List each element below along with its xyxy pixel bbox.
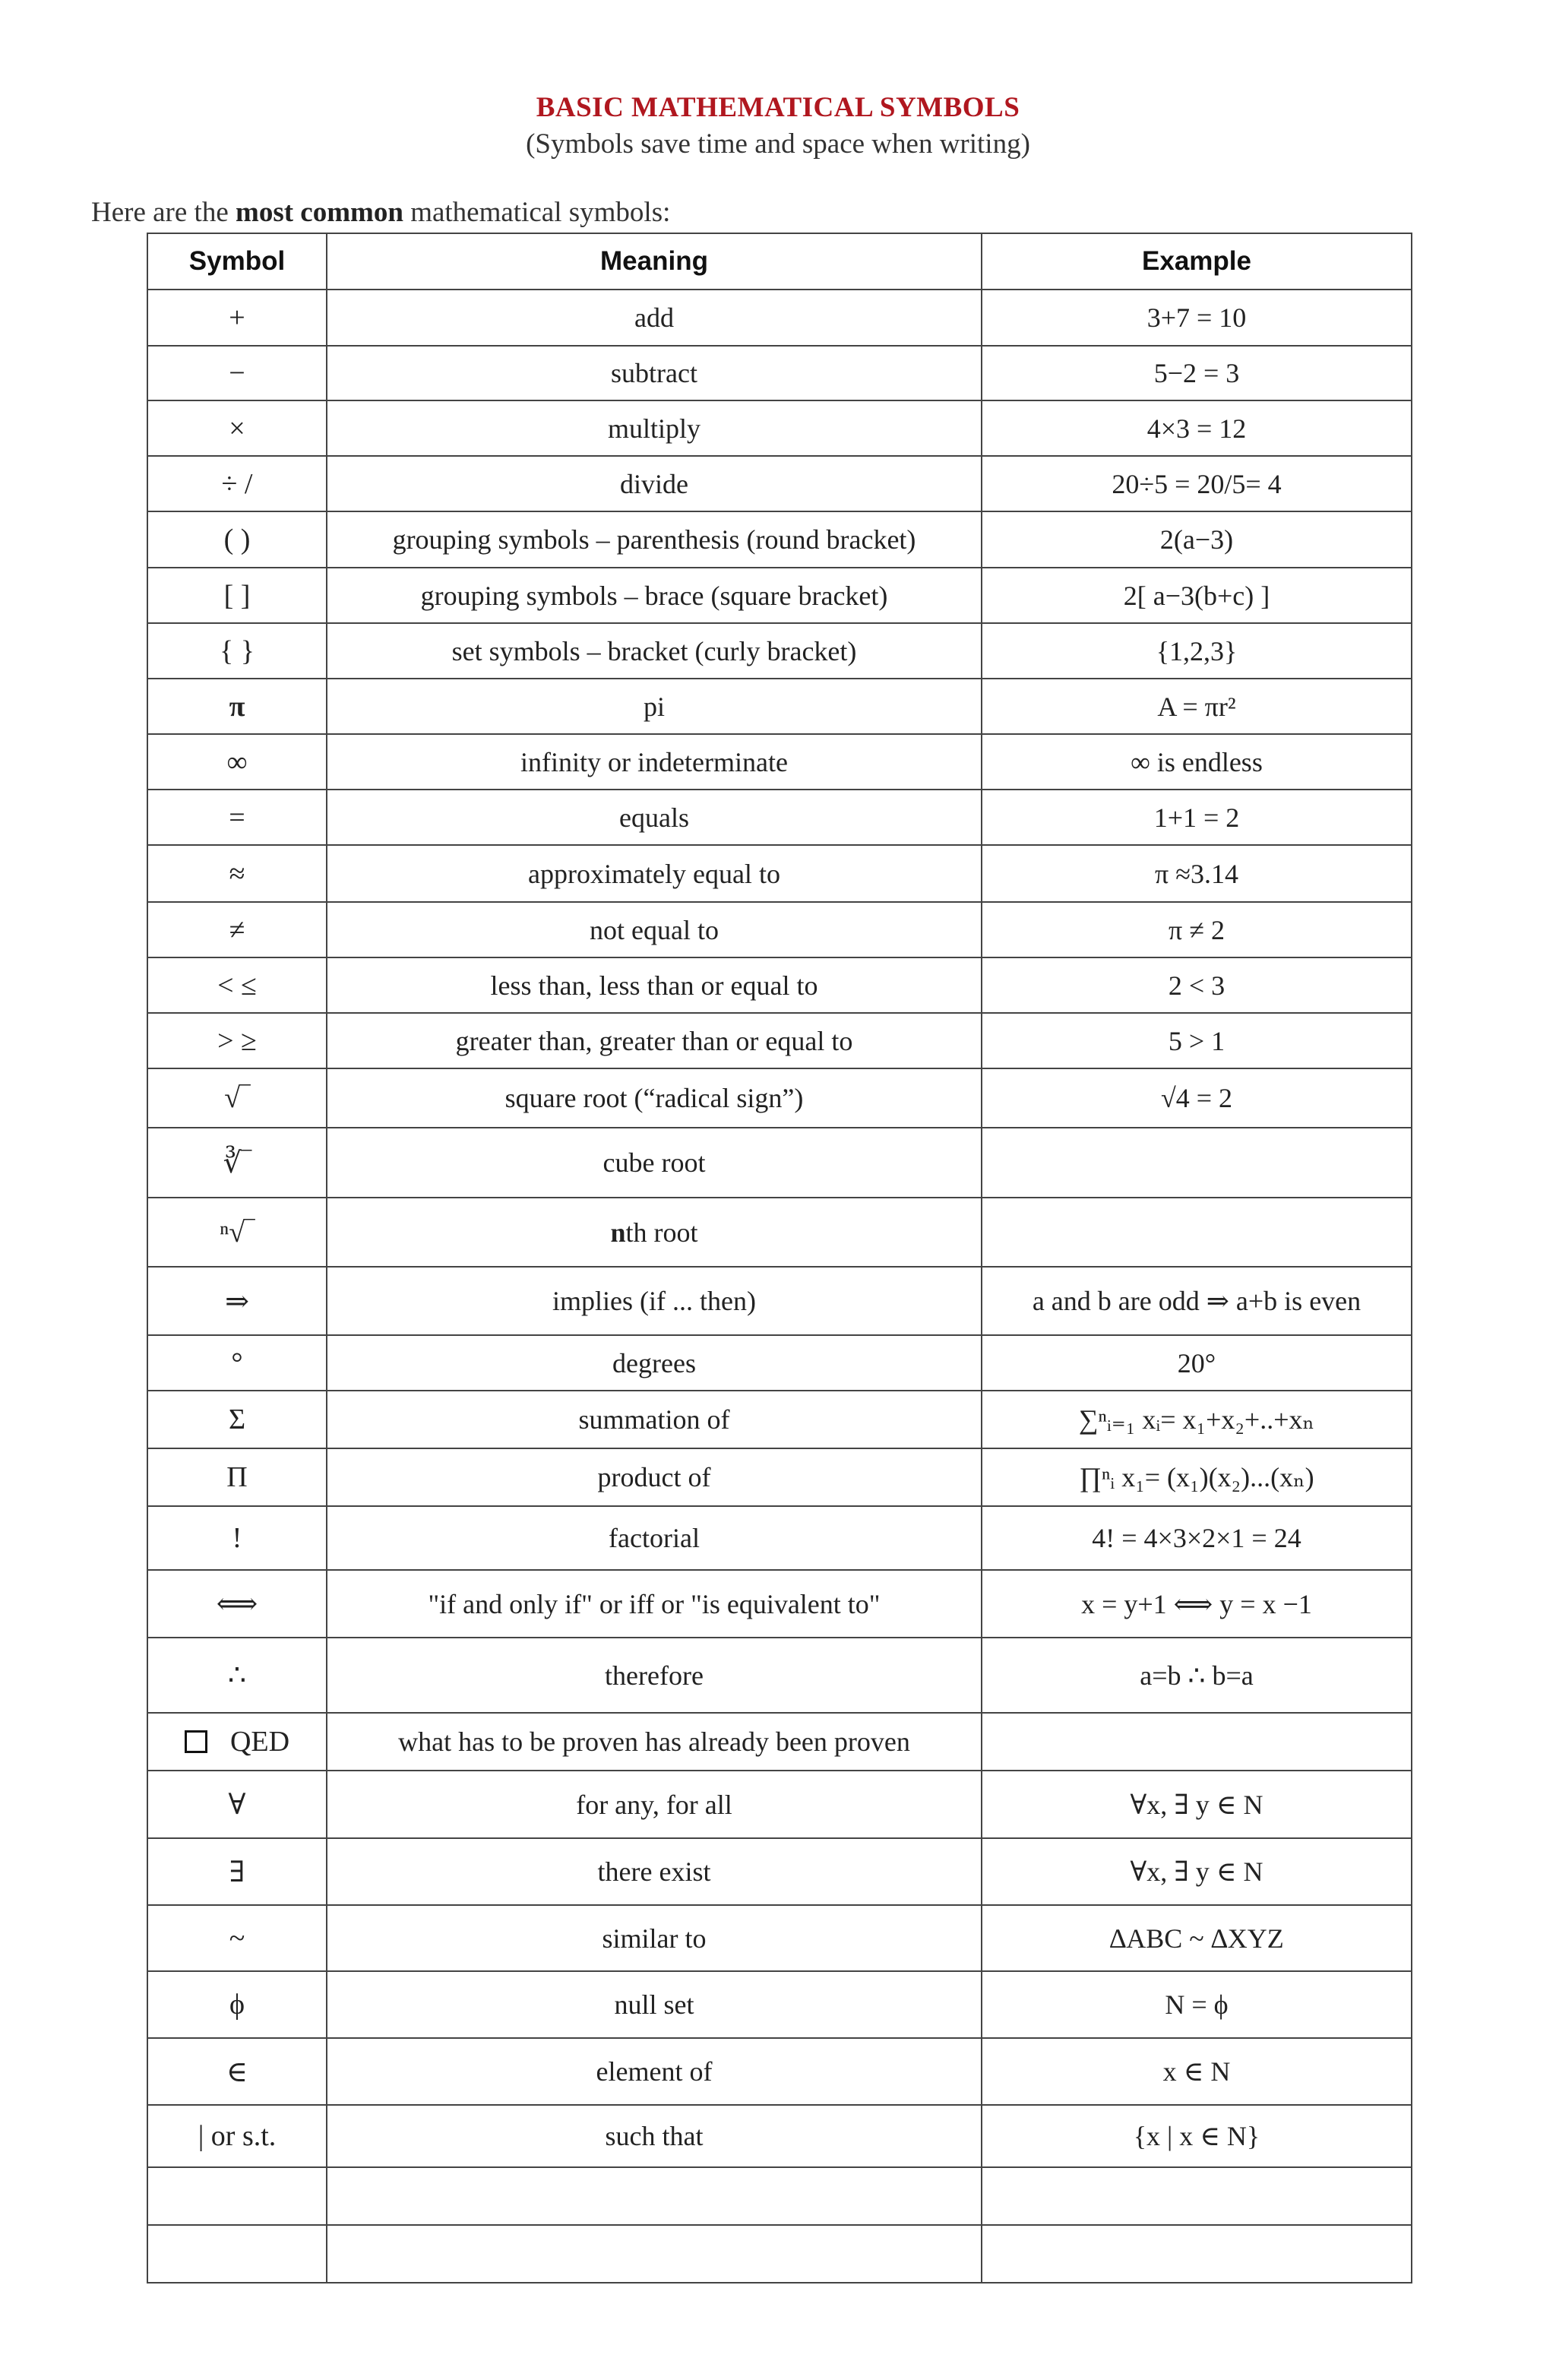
meaning-cell: nth root xyxy=(327,1198,982,1267)
meaning-cell: factorial xyxy=(327,1506,982,1570)
table-row xyxy=(147,1068,1412,1128)
meaning-cell: cube root xyxy=(327,1128,982,1198)
table-row xyxy=(147,511,1412,568)
symbol-cell xyxy=(147,2167,327,2225)
meaning-cell: summation of xyxy=(327,1391,982,1448)
symbol-cell: ~ xyxy=(147,1905,327,1971)
symbol-cell: ≠ xyxy=(147,902,327,957)
qed-box-icon xyxy=(185,1730,207,1753)
meaning-cell: greater than, greater than or equal to xyxy=(327,1013,982,1068)
meaning-cell: multiply xyxy=(327,400,982,456)
table-row xyxy=(147,1838,1412,1905)
table-row xyxy=(147,623,1412,679)
symbol-cell: ÷ / xyxy=(147,456,327,511)
example-cell: ∀x, ∃ y ∈ N xyxy=(982,1838,1412,1905)
symbol-cell: + xyxy=(147,290,327,346)
table-row xyxy=(147,1335,1412,1391)
symbol-cell: = xyxy=(147,790,327,845)
table-row xyxy=(147,734,1412,790)
table-row xyxy=(147,1905,1412,1971)
table-row xyxy=(147,568,1412,623)
intro-suffix: mathematical symbols: xyxy=(403,197,671,228)
example-cell: {1,2,3} xyxy=(982,623,1412,679)
meaning-cell: grouping symbols – parenthesis (round bracket) xyxy=(327,511,982,568)
example-cell: 20÷5 = 20/5= 4 xyxy=(982,456,1412,511)
symbol-cell: ∃ xyxy=(147,1838,327,1905)
symbol-cell: ⁿ√‾ xyxy=(147,1198,327,1267)
symbol-cell: [ ] xyxy=(147,568,327,623)
example-cell: π ≈3.14 xyxy=(982,845,1412,902)
meaning-cell: add xyxy=(327,290,982,346)
example-cell: 20° xyxy=(982,1335,1412,1391)
example-cell: 4! = 4×3×2×1 = 24 xyxy=(982,1506,1412,1570)
example-cell: N = ϕ xyxy=(982,1971,1412,2038)
meaning-cell: degrees xyxy=(327,1335,982,1391)
meaning-cell: similar to xyxy=(327,1905,982,1971)
symbol-cell: − xyxy=(147,346,327,400)
symbol-cell: ∞ xyxy=(147,734,327,790)
table-row xyxy=(147,1013,1412,1068)
symbol-cell xyxy=(147,2225,327,2283)
meaning-cell: null set xyxy=(327,1971,982,2038)
symbol-cell: × xyxy=(147,400,327,456)
example-cell: √4 = 2 xyxy=(982,1068,1412,1128)
example-cell: {x | x ∈ N} xyxy=(982,2105,1412,2167)
table-row xyxy=(147,346,1412,400)
table-row xyxy=(147,902,1412,957)
intro-text xyxy=(91,196,670,229)
table-row xyxy=(147,2167,1412,2225)
meaning-cell: not equal to xyxy=(327,902,982,957)
document-subtitle: (Symbols save time and space when writing) xyxy=(526,128,1030,160)
symbol-cell: ! xyxy=(147,1506,327,1570)
meaning-cell: square root (“radical sign”) xyxy=(327,1068,982,1128)
document-title: BASIC MATHEMATICAL SYMBOLS xyxy=(536,92,1020,123)
table-row xyxy=(147,1448,1412,1506)
header-symbol: Symbol xyxy=(147,233,327,290)
meaning-cell: such that xyxy=(327,2105,982,2167)
meaning-cell: therefore xyxy=(327,1638,982,1713)
intro-prefix: Here are the xyxy=(91,197,236,228)
intro-bold: most common xyxy=(236,197,403,228)
example-cell: a=b ∴ b=a xyxy=(982,1638,1412,1713)
symbol-cell: √‾ xyxy=(147,1068,327,1128)
meaning-cell: there exist xyxy=(327,1838,982,1905)
table-row xyxy=(147,1267,1412,1335)
table-row xyxy=(147,290,1412,346)
meaning-cell: implies (if ... then) xyxy=(327,1267,982,1335)
example-cell: 5 > 1 xyxy=(982,1013,1412,1068)
table-row xyxy=(147,679,1412,734)
header-example: Example xyxy=(982,233,1412,290)
symbol-cell: ∛‾ xyxy=(147,1128,327,1198)
example-cell: a and b are odd ⇒ a+b is even xyxy=(982,1267,1412,1335)
table-row xyxy=(147,456,1412,511)
meaning-cell: equals xyxy=(327,790,982,845)
example-cell xyxy=(982,2167,1412,2225)
symbol-cell: QED xyxy=(147,1713,327,1771)
example-cell: ∆ABC ~ ∆XYZ xyxy=(982,1905,1412,1971)
meaning-cell: infinity or indeterminate xyxy=(327,734,982,790)
example-cell: 3+7 = 10 xyxy=(982,290,1412,346)
example-cell xyxy=(982,1128,1412,1198)
meaning-cell: element of xyxy=(327,2038,982,2105)
symbol-cell: ° xyxy=(147,1335,327,1391)
meaning-cell: grouping symbols – brace (square bracket) xyxy=(327,568,982,623)
symbol-cell: ≈ xyxy=(147,845,327,902)
example-cell: 1+1 = 2 xyxy=(982,790,1412,845)
example-cell: x = y+1 ⟺ y = x −1 xyxy=(982,1570,1412,1638)
example-cell: 2 < 3 xyxy=(982,957,1412,1013)
example-cell xyxy=(982,2225,1412,2283)
meaning-cell: what has to be proven has already been proven xyxy=(327,1713,982,1771)
table-row xyxy=(147,2038,1412,2105)
example-cell xyxy=(982,1713,1412,1771)
symbol-cell: ∴ xyxy=(147,1638,327,1713)
symbol-cell: ⇒ xyxy=(147,1267,327,1335)
meaning-cell: set symbols – bracket (curly bracket) xyxy=(327,623,982,679)
table-row xyxy=(147,790,1412,845)
symbol-cell: { } xyxy=(147,623,327,679)
example-cell: ∑ⁿᵢ₌₁ xᵢ= x₁+x₂+..+xₙ xyxy=(982,1391,1412,1448)
table-row xyxy=(147,1391,1412,1448)
symbol-cell: Σ xyxy=(147,1391,327,1448)
symbol-cell: ( ) xyxy=(147,511,327,568)
symbol-cell: ∈ xyxy=(147,2038,327,2105)
example-cell: ∀x, ∃ y ∈ N xyxy=(982,1771,1412,1838)
meaning-cell xyxy=(327,2225,982,2283)
meaning-cell xyxy=(327,2167,982,2225)
meaning-cell: approximately equal to xyxy=(327,845,982,902)
header-meaning: Meaning xyxy=(327,233,982,290)
table-row xyxy=(147,1198,1412,1267)
table-row xyxy=(147,1128,1412,1198)
meaning-cell: for any, for all xyxy=(327,1771,982,1838)
table-row xyxy=(147,2105,1412,2167)
meaning-cell: less than, less than or equal to xyxy=(327,957,982,1013)
symbol-cell: π xyxy=(147,679,327,734)
table-row xyxy=(147,1638,1412,1713)
table-row xyxy=(147,1713,1412,1771)
meaning-cell: product of xyxy=(327,1448,982,1506)
example-cell: 2[ a−3(b+c) ] xyxy=(982,568,1412,623)
example-cell: ∞ is endless xyxy=(982,734,1412,790)
example-cell: ∏ⁿᵢ x₁= (x₁)(x₂)...(xₙ) xyxy=(982,1448,1412,1506)
example-cell xyxy=(982,1198,1412,1267)
example-cell: 2(a−3) xyxy=(982,511,1412,568)
symbol-cell: < ≤ xyxy=(147,957,327,1013)
table-row xyxy=(147,1971,1412,2038)
symbol-cell: Π xyxy=(147,1448,327,1506)
symbol-cell: | or s.t. xyxy=(147,2105,327,2167)
example-cell: A = πr² xyxy=(982,679,1412,734)
symbol-cell: > ≥ xyxy=(147,1013,327,1068)
example-cell: 4×3 = 12 xyxy=(982,400,1412,456)
example-cell: 5−2 = 3 xyxy=(982,346,1412,400)
meaning-cell: "if and only if" or iff or "is equivalent to" xyxy=(327,1570,982,1638)
symbol-cell: ∀ xyxy=(147,1771,327,1838)
table-row xyxy=(147,957,1412,1013)
table-row xyxy=(147,1506,1412,1570)
table-row xyxy=(147,845,1412,902)
meaning-cell: divide xyxy=(327,456,982,511)
table-row xyxy=(147,2225,1412,2283)
table-row xyxy=(147,400,1412,456)
example-cell: π ≠ 2 xyxy=(982,902,1412,957)
table-row xyxy=(147,1771,1412,1838)
table-header-row xyxy=(147,233,1412,290)
symbol-cell: ϕ xyxy=(147,1971,327,2038)
table-row xyxy=(147,1570,1412,1638)
meaning-cell: pi xyxy=(327,679,982,734)
nth-bold-n: n xyxy=(610,1217,626,1248)
meaning-cell: subtract xyxy=(327,346,982,400)
symbol-cell: ⟺ xyxy=(147,1570,327,1638)
symbols-table xyxy=(147,233,1412,2283)
example-cell: x ∈ N xyxy=(982,2038,1412,2105)
